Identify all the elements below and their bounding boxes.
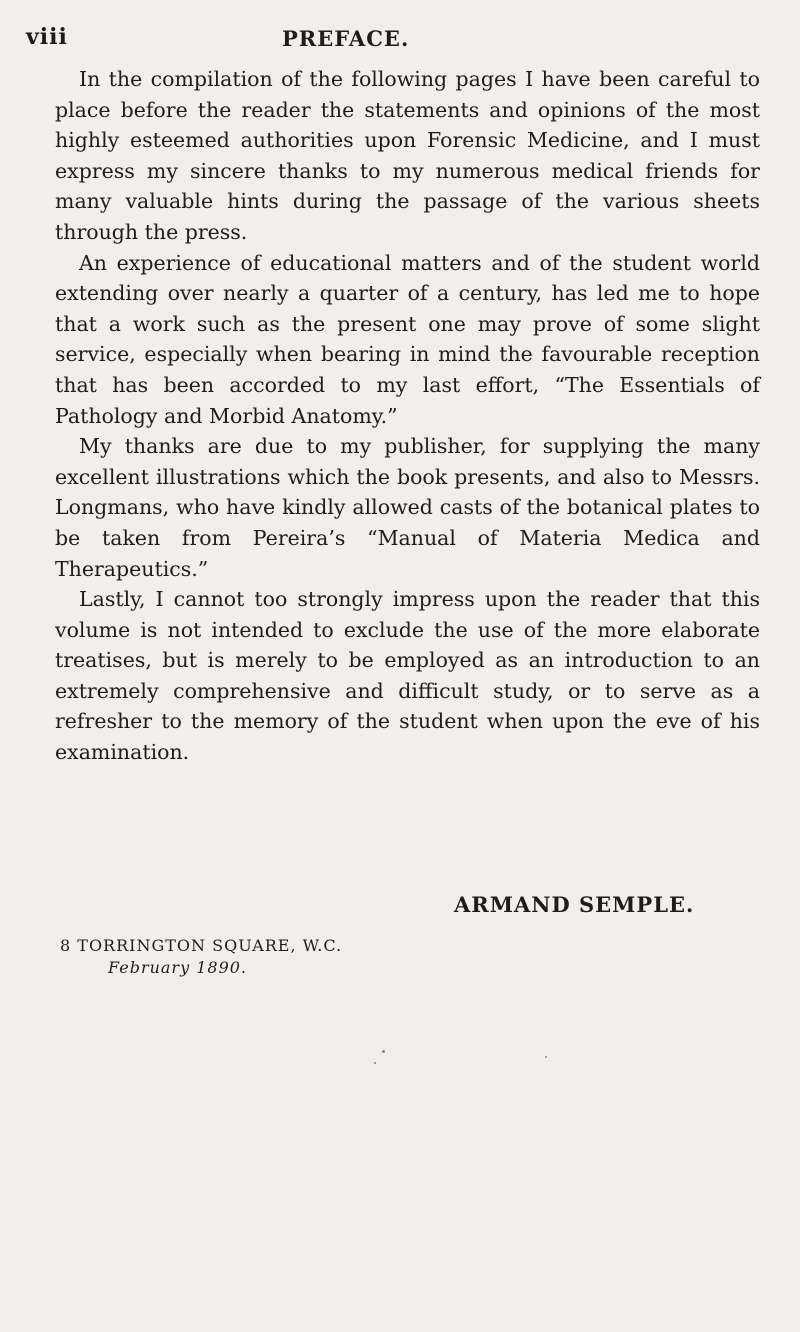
paper-speck <box>382 1050 385 1053</box>
paragraph-compilation: In the compilation of the following pages I have been careful to place before the reader the statements and opinions of the most highly esteemed authorities upon Forensic Medicine, and I must express my sincere thanks to my numerous medical friends for many valuable hints during the passage of the various sheets through the press. <box>55 67 760 244</box>
preface-body <box>55 64 760 768</box>
preface-date: February 1890. <box>108 958 248 977</box>
page-header <box>26 6 756 56</box>
author-address: 8 TORRINGTON SQUARE, W.C. <box>60 936 343 955</box>
running-title: PREFACE. <box>282 26 410 51</box>
author-signature: ARMAND SEMPLE. <box>454 892 695 917</box>
paragraph-thanks: My thanks are due to my publisher, for supplying the many excellent illustrations which the book presents, and also to Messrs. Longmans, who have kindly allowed casts of the botanical plates to be taken from Pereira’s “Manual of Materia Medica and Therapeutics.” <box>55 434 760 581</box>
paragraph-lastly: Lastly, I cannot too strongly impress upon the reader that this volume is not intended to exclude the use of the more elaborate treatises, but is merely to be employed as an introduction to an extremely comprehensive and difficult study, or to serve as a refresher to the memory of the student when upon the eve of his examination. <box>55 587 760 765</box>
paragraph-experience: An experience of educational matters and of the student world extending over nearly a quarter of a century, has led me to hope that a work such as the present one may prove of some slight service, especially when bearing in mind the favourable reception that has been accorded to my last effort, “The Essentials of Pathology and Morbid Anatomy.” <box>55 250 760 428</box>
page-number: viii <box>26 24 68 50</box>
paper-speck <box>545 1056 547 1058</box>
paper-speck <box>374 1062 376 1064</box>
